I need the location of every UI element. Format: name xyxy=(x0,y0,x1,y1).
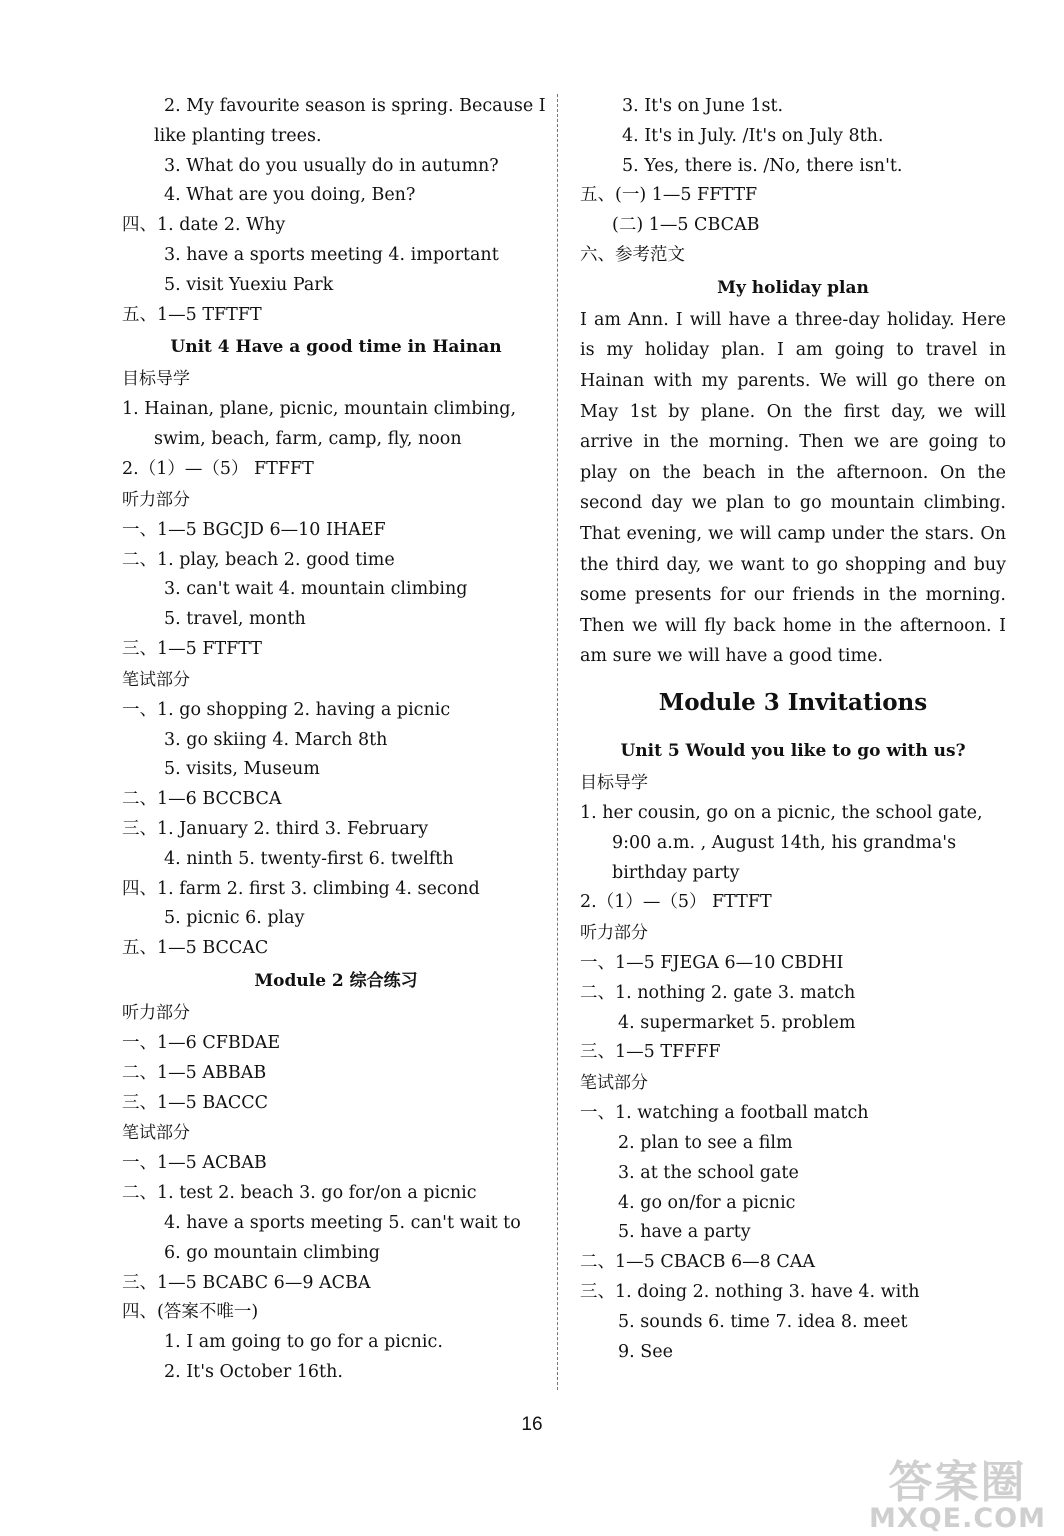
answer-line: 1. her cousin, go on a picnic, the school gate, xyxy=(580,802,983,823)
answer-line: 3. have a sports meeting 4. important xyxy=(164,244,499,265)
answer-line: 4. supermarket 5. problem xyxy=(618,1012,856,1033)
answer-line: swim, beach, farm, camp, fly, noon xyxy=(154,429,462,450)
right-column xyxy=(580,92,1006,1367)
answer-line: (二) 1—5 CBCAB xyxy=(612,215,760,236)
answer-line: 5. visit Yuexiu Park xyxy=(164,274,334,295)
answer-line: 一、1—5 FJEGA 6—10 CBDHI xyxy=(580,953,844,974)
answer-line: 4. What are you doing, Ben? xyxy=(164,185,416,206)
answer-line: 4. It's in July. /It's on July 8th. xyxy=(622,125,884,146)
section-label: 听力部分 xyxy=(122,489,190,510)
answer-line: 三、1. doing 2. nothing 3. have 4. with xyxy=(580,1282,920,1303)
answer-line: 2. plan to see a film xyxy=(618,1133,793,1154)
answer-line: 三、1. January 2. third 3. February xyxy=(122,818,429,839)
answer-line: 5. visits, Museum xyxy=(164,759,320,780)
watermark-domain: MXQE.COM xyxy=(869,1503,1046,1534)
section-heading: Unit 4 Have a good time in Hainan xyxy=(170,337,502,358)
answer-line: 5. sounds 6. time 7. idea 8. meet xyxy=(618,1311,908,1332)
answer-line: 二、1—5 ABBAB xyxy=(122,1062,267,1083)
answer-line: 四、1. date 2. Why xyxy=(122,215,286,236)
answer-line: 3. can't wait 4. mountain climbing xyxy=(164,579,468,600)
answer-line: 一、1. go shopping 2. having a picnic xyxy=(122,699,451,720)
answer-line: 4. ninth 5. twenty-first 6. twelfth xyxy=(164,848,454,869)
answer-line: 4. go on/for a picnic xyxy=(618,1192,796,1213)
right-bottom-answers xyxy=(580,734,1006,1368)
section-heading: Module 2 综合练习 xyxy=(254,970,418,991)
left-column xyxy=(122,92,550,1388)
answer-line: 二、1—6 BCCBCA xyxy=(122,789,282,810)
module-title: Module 3 Invitations xyxy=(658,688,928,716)
section-heading: My holiday plan xyxy=(717,277,869,298)
answer-line: 三、1—5 TFFFF xyxy=(580,1042,721,1063)
section-label: 笔试部分 xyxy=(122,669,190,690)
answer-line: 二、1. nothing 2. gate 3. match xyxy=(580,982,856,1003)
answer-line: 二、1. play, beach 2. good time xyxy=(122,549,395,570)
answer-line: 9:00 a.m. , August 14th, his grandma's xyxy=(612,832,957,853)
answer-line: 三、1—5 BCABC 6—9 ACBA xyxy=(122,1272,371,1293)
answer-line: 二、1. test 2. beach 3. go for/on a picnic xyxy=(122,1183,477,1204)
answer-line: 5. picnic 6. play xyxy=(164,908,305,929)
section-heading: Unit 5 Would you like to go with us? xyxy=(620,740,966,761)
answer-line: 5. travel, month xyxy=(164,609,306,630)
answer-line: 2. My favourite season is spring. Because I xyxy=(164,96,546,116)
section-label: 笔试部分 xyxy=(580,1073,648,1094)
answer-line: 2.（1）—（5） FTTFT xyxy=(580,892,772,913)
answer-line: like planting trees. xyxy=(154,125,322,146)
column-divider xyxy=(557,94,558,1390)
answer-line: 四、1. farm 2. first 3. climbing 4. second xyxy=(122,878,480,899)
answer-line: 9. See xyxy=(618,1341,673,1362)
answer-line: 3. at the school gate xyxy=(618,1162,799,1183)
watermark-text: 答案圈 xyxy=(888,1457,1027,1508)
section-label: 听力部分 xyxy=(580,923,648,944)
answer-line: 五、1—5 TFTFT xyxy=(122,304,262,325)
answer-line: 一、1—6 CFBDAE xyxy=(122,1032,281,1053)
right-top-answers xyxy=(580,92,1006,305)
sample-essay: I am Ann. I will have a three-day holiday. Here is my holiday plan. I am going to travel in Hainan with my parents. We will go there on May 1st by plane. On the first day, we will arrive in the morning. Then we are going to play on the beach in the afternoon. On the second day we plan to go mountain climbing. That evening, we will camp under the stars. On the third day, we want to go shopping and buy some presents for our friends in the morning. Then we will fly back home in the afternoon. I am sure we will have a good time. xyxy=(580,309,1006,667)
answer-line: 1. Hainan, plane, picnic, mountain climbing, xyxy=(122,399,517,420)
answer-line: 3. What do you usually do in autumn? xyxy=(164,155,499,176)
answer-line: 3. It's on June 1st. xyxy=(622,96,784,116)
answer-line: 6. go mountain climbing xyxy=(164,1242,380,1263)
answer-line: 4. have a sports meeting 5. can't wait to xyxy=(164,1212,521,1233)
section-label: 目标导学 xyxy=(122,369,190,390)
answer-line: 一、1—5 ACBAB xyxy=(122,1153,267,1174)
watermark-logo xyxy=(869,1457,1046,1534)
answer-line: 5. Yes, there is. /No, there isn't. xyxy=(622,155,903,176)
answer-line: birthday party xyxy=(612,862,740,883)
answer-line: 五、(一) 1—5 FFTTF xyxy=(580,185,758,206)
answer-line: 三、1—5 BACCC xyxy=(122,1092,268,1113)
answer-line: 2.（1）—（5） FTFFT xyxy=(122,458,314,479)
section-label: 笔试部分 xyxy=(122,1123,190,1144)
answer-line: 2. It's October 16th. xyxy=(164,1361,343,1382)
answer-line: 六、参考范文 xyxy=(580,244,685,265)
answer-line: 五、1—5 BCCAC xyxy=(122,938,269,959)
answer-line: 三、1—5 FTFTT xyxy=(122,638,262,659)
page-number: 16 xyxy=(521,1414,543,1435)
answer-line: 四、(答案不唯一) xyxy=(122,1302,259,1323)
answer-line: 3. go skiing 4. March 8th xyxy=(164,729,388,750)
section-label: 听力部分 xyxy=(122,1002,190,1023)
answer-line: 一、1—5 BGCJD 6—10 IHAEF xyxy=(122,519,386,540)
answer-line: 1. I am going to go for a picnic. xyxy=(164,1332,443,1353)
section-label: 目标导学 xyxy=(580,772,648,793)
answer-line: 二、1—5 CBACB 6—8 CAA xyxy=(580,1252,816,1273)
answer-line: 一、1. watching a football match xyxy=(580,1103,869,1124)
answer-line: 5. have a party xyxy=(618,1222,751,1243)
